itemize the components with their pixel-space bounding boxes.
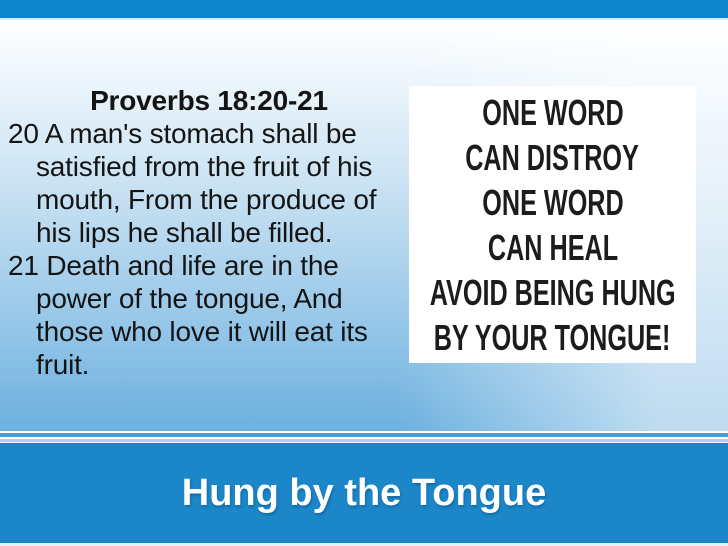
verse-line: fruit. [36,349,90,380]
scripture-title: Proverbs 18:20-21 [90,85,328,116]
poster-line: CAN DISTROY [465,136,640,178]
poster-line: BY YOUR TONGUE! [434,316,671,358]
top-accent-bar [0,0,728,20]
slide-footer-title: Hung by the Tongue [181,471,547,514]
poster-line: AVOID BEING HUNG [429,271,676,313]
poster-line: ONE WORD [481,91,624,133]
footer-title-bar [0,443,728,543]
verse-line: power of the tongue, And [36,283,343,314]
verse-line: 21 Death and life are in the [8,250,339,281]
verse-line: those who love it will eat its [36,316,368,347]
poster-line: CAN HEAL [487,226,618,268]
verse-line: 20 A man's stomach shall be [8,118,357,149]
poster-line: ONE WORD [481,181,624,223]
scripture-text-block [8,84,410,381]
verse-line: satisfied from the fruit of his [36,151,373,182]
footer-divider-stripes [0,431,728,443]
one-word-poster-image [409,86,696,363]
verse-line: his lips he shall be filled. [36,217,333,248]
verse-line: mouth, From the produce of [36,184,377,215]
